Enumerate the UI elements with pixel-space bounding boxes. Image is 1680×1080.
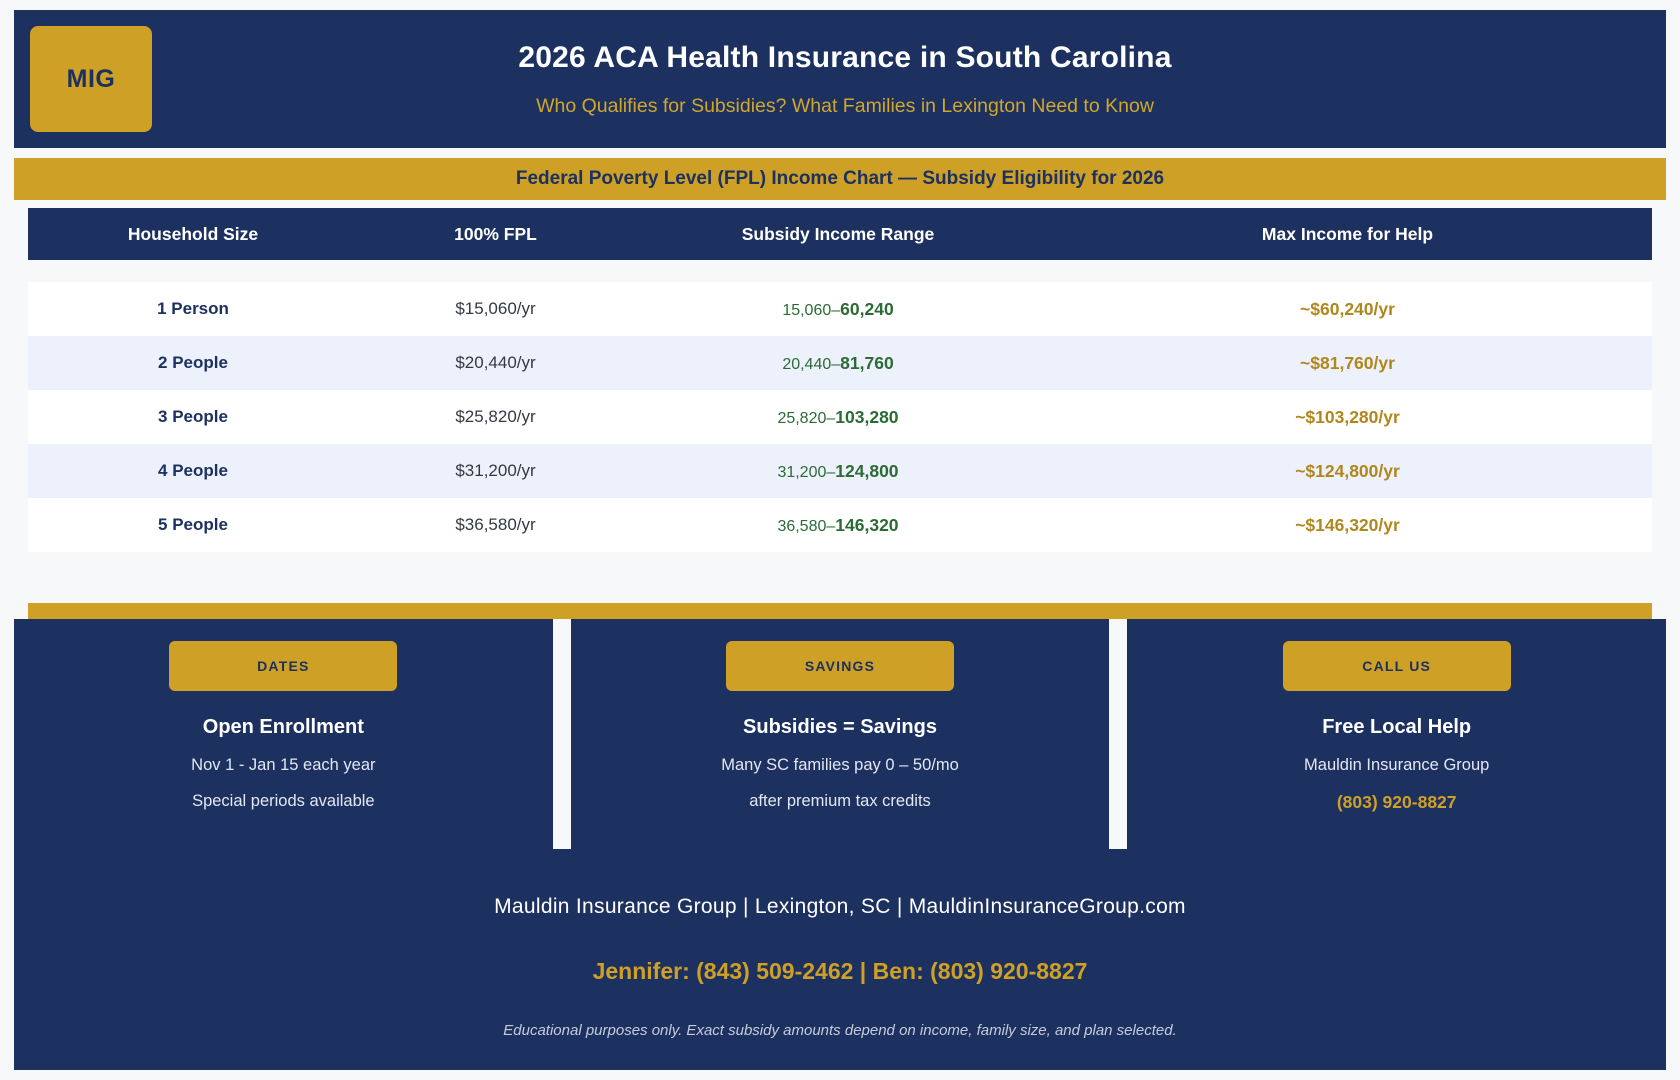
column-header-household-size: Household Size xyxy=(127,223,259,244)
range-start: 31,200– xyxy=(777,463,836,481)
range-start: 15,060– xyxy=(782,301,841,319)
table-row xyxy=(28,498,1652,552)
fpl-table xyxy=(28,208,1652,574)
page-title: 2026 ACA Health Insurance in South Carolina xyxy=(518,40,1172,74)
table-row xyxy=(28,282,1652,336)
footer-disclaimer: Educational purposes only. Exact subsidy amounts depend on income, family size, and plan selected. xyxy=(503,1022,1177,1039)
range-start: 20,440– xyxy=(782,355,841,373)
card-line-2: after premium tax credits xyxy=(749,792,931,810)
cell-subsidy-range xyxy=(633,299,1043,320)
cell-household-size: 1 Person xyxy=(157,299,229,318)
range-start: 25,820– xyxy=(777,409,836,427)
table-body xyxy=(28,260,1652,574)
cell-fpl: $31,200/yr xyxy=(455,461,536,480)
cell-household-size: 4 People xyxy=(158,461,228,480)
cell-max-income: ~$81,760/yr xyxy=(1300,352,1395,373)
logo xyxy=(30,26,152,132)
table-row xyxy=(28,336,1652,390)
card-savings xyxy=(571,619,1110,849)
divider-strip xyxy=(28,603,1652,619)
column-header-fpl: 100% FPL xyxy=(454,223,537,244)
cell-household-size: 3 People xyxy=(158,407,228,426)
cell-subsidy-range xyxy=(633,407,1043,428)
card-title: Free Local Help xyxy=(1322,716,1472,738)
column-header-max-income: Max Income for Help xyxy=(1261,223,1434,244)
column-header-subsidy-range: Subsidy Income Range xyxy=(741,223,935,244)
cell-max-income: ~$124,800/yr xyxy=(1295,460,1400,481)
card-call-us xyxy=(1127,619,1666,849)
logo-text: MIG xyxy=(66,64,116,93)
cell-max-income: ~$60,240/yr xyxy=(1300,298,1395,319)
section-band-title: Federal Poverty Level (FPL) Income Chart — Subsidy Eligibility for 2026 xyxy=(14,158,1666,200)
cell-fpl: $36,580/yr xyxy=(455,515,536,534)
info-cards xyxy=(14,619,1666,849)
card-title: Subsidies = Savings xyxy=(743,716,937,738)
cell-fpl: $20,440/yr xyxy=(455,353,536,372)
card-badge: DATES xyxy=(169,641,397,691)
cell-fpl: $15,060/yr xyxy=(455,299,536,318)
cell-subsidy-range xyxy=(633,461,1043,482)
range-end: 103,280 xyxy=(835,406,899,427)
table-header-row xyxy=(28,208,1652,260)
cell-max-income: ~$103,280/yr xyxy=(1295,406,1400,427)
card-line-2: Special periods available xyxy=(192,792,375,810)
range-end: 124,800 xyxy=(835,460,899,481)
card-phone[interactable]: (803) 920-8827 xyxy=(1336,792,1457,812)
cell-subsidy-range xyxy=(633,353,1043,374)
range-end: 60,240 xyxy=(840,298,894,319)
header xyxy=(14,10,1666,148)
table-row xyxy=(28,390,1652,444)
header-titles xyxy=(14,41,1666,118)
card-line-1: Nov 1 - Jan 15 each year xyxy=(191,756,376,774)
range-start: 36,580– xyxy=(777,517,836,535)
cell-subsidy-range xyxy=(633,515,1043,536)
footer-org-line: Mauldin Insurance Group | Lexington, SC | MauldinInsuranceGroup.com xyxy=(494,895,1186,918)
cell-household-size: 2 People xyxy=(158,353,228,372)
card-line-1: Many SC families pay 0 – 50/mo xyxy=(721,756,959,774)
range-end: 146,320 xyxy=(835,514,899,535)
footer-contacts[interactable]: Jennifer: (843) 509-2462 | Ben: (803) 920-8827 xyxy=(592,958,1088,984)
cell-max-income: ~$146,320/yr xyxy=(1295,514,1400,535)
card-line-1: Mauldin Insurance Group xyxy=(1304,756,1490,774)
footer xyxy=(14,849,1666,1070)
cell-fpl: $25,820/yr xyxy=(455,407,536,426)
card-title: Open Enrollment xyxy=(202,716,364,738)
page-subtitle: Who Qualifies for Subsidies? What Families in Lexington Need to Know xyxy=(536,94,1154,117)
range-end: 81,760 xyxy=(840,352,894,373)
card-badge: SAVINGS xyxy=(726,641,954,691)
card-dates xyxy=(14,619,553,849)
card-badge: CALL US xyxy=(1283,641,1511,691)
cell-household-size: 5 People xyxy=(158,515,228,534)
table-row xyxy=(28,444,1652,498)
